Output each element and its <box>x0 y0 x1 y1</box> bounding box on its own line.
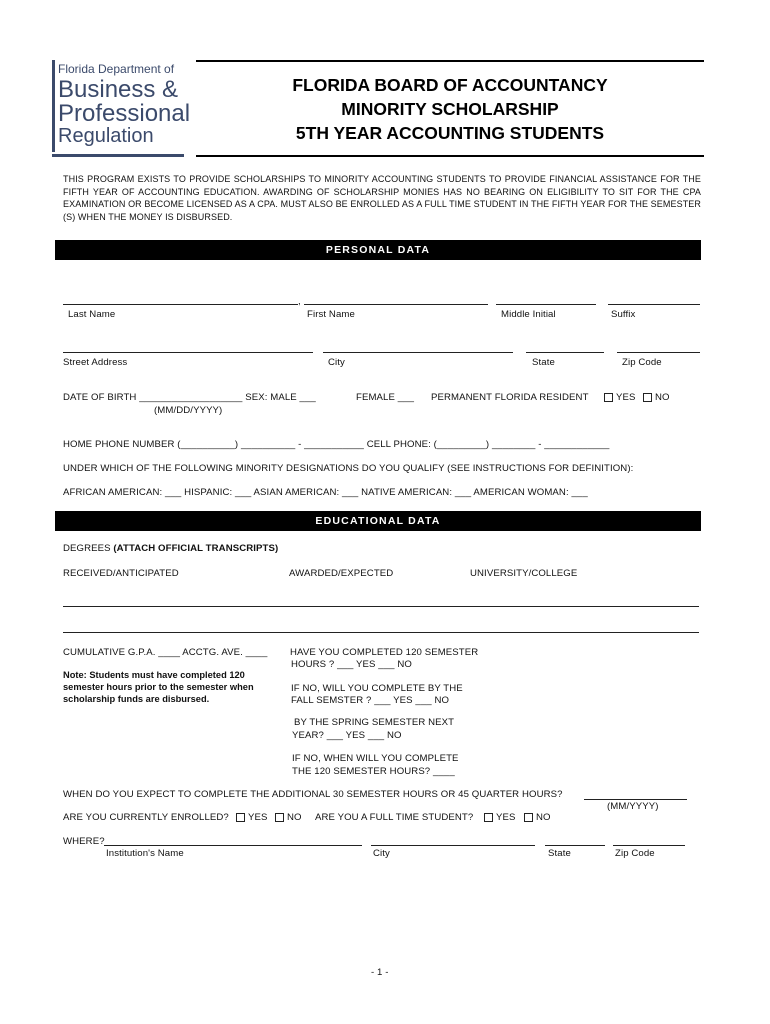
q4-line2: THE 120 SEMESTER HOURS? ____ <box>292 766 455 777</box>
first-name-field[interactable] <box>304 304 488 305</box>
title-line3: 5TH YEAR ACCOUNTING STUDENTS <box>295 123 605 143</box>
gpa-line: CUMULATIVE G.P.A. ____ ACCTG. AVE. ____ <box>63 647 268 658</box>
street-field[interactable] <box>63 352 313 353</box>
zip-field[interactable] <box>617 352 700 353</box>
degree-row-2[interactable] <box>63 632 699 633</box>
enrolled-no-checkbox[interactable] <box>275 813 284 822</box>
inst-zip-field[interactable] <box>613 845 685 846</box>
logo-line4: Regulation <box>58 125 154 147</box>
logo-line3: Professional <box>58 100 191 127</box>
resident-yes-checkbox[interactable] <box>604 393 613 402</box>
city-field[interactable] <box>323 352 513 353</box>
logo-line1: Florida Department of <box>58 62 175 76</box>
first-name-label: First Name <box>307 309 355 320</box>
logo-underline <box>52 154 184 157</box>
inst-zip-label: Zip Code <box>615 848 655 859</box>
inst-city-field[interactable] <box>371 845 535 846</box>
q3-line1: BY THE SPRING SEMESTER NEXT <box>294 717 455 728</box>
minority-options: AFRICAN AMERICAN: ___ HISPANIC: ___ ASIAN AMERICAN: ___ NATIVE AMERICAN: ___ AMERICAN WOMAN: ___ <box>63 487 588 498</box>
educational-data-header: EDUCATIONAL DATA <box>55 511 701 531</box>
fulltime-yes-label: YES <box>496 812 516 823</box>
degrees-text: DEGREES <box>63 543 111 554</box>
degrees-label <box>63 543 278 554</box>
where-label: WHERE? <box>63 836 105 847</box>
q1-line1: HAVE YOU COMPLETED 120 SEMESTER <box>290 647 479 658</box>
enrolled-yes-checkbox[interactable] <box>236 813 245 822</box>
enrolled-yes[interactable] <box>236 812 268 823</box>
institution-field[interactable] <box>104 845 362 846</box>
institution-label: Institution's Name <box>106 848 184 859</box>
inst-state-label: State <box>548 848 571 859</box>
inst-state-field[interactable] <box>545 845 605 846</box>
title-bottom-rule <box>196 155 704 157</box>
intro-paragraph: THIS PROGRAM EXISTS TO PROVIDE SCHOLARSHIPS TO MINORITY ACCOUNTING STUDENTS TO PROVIDE FINANCIAL ASSISTANCE FOR THE FIFTH YEAR OF ACCOUNTING EDUCATION. AWARDING OF SCHOLARSHIP MONIES HAS NO BEARING ON ELIGIBILITY TO SIT FOR THE CPA EXAMINATION OR BECOME LICENSED AS A CPA. MUST ALSO BE ENROLLED AS A FULL TIME STUDENT IN THE FIFTH YEAR FOR THE SEMESTER (S) WHEN THE MONEY IS DISBURSED. <box>63 174 701 222</box>
resident-yes-label: YES <box>616 392 636 403</box>
enrolled-question: ARE YOU CURRENTLY ENROLLED? <box>63 812 229 823</box>
col-awarded: AWARDED/EXPECTED <box>289 568 394 579</box>
fulltime-no-checkbox[interactable] <box>524 813 533 822</box>
middle-initial-label: Middle Initial <box>501 309 556 320</box>
enrolled-no-label: NO <box>287 812 302 823</box>
title-top-rule <box>196 60 704 62</box>
dob-sex-line: DATE OF BIRTH ___________________ SEX: MALE ___ <box>63 392 316 403</box>
last-name-label: Last Name <box>68 309 116 320</box>
additional-hours-question: WHEN DO YOU EXPECT TO COMPLETE THE ADDITIONAL 30 SEMESTER HOURS OR 45 QUARTER HOURS? <box>63 789 563 800</box>
fulltime-yes-checkbox[interactable] <box>484 813 493 822</box>
street-label: Street Address <box>63 357 128 368</box>
middle-initial-field[interactable] <box>496 304 596 305</box>
title-line1: FLORIDA BOARD OF ACCOUNTANCY <box>292 75 608 95</box>
logo-bar <box>52 60 55 152</box>
resident-no-checkbox[interactable] <box>643 393 652 402</box>
phone-line: HOME PHONE NUMBER (__________) __________ - ___________ CELL PHONE: (_________) ________ - ____________ <box>63 439 610 450</box>
q4-line1: IF NO, WHEN WILL YOU COMPLETE <box>292 753 459 764</box>
mmyyyy-format: (MM/YYYY) <box>607 801 659 812</box>
col-received: RECEIVED/ANTICIPATED <box>63 568 179 579</box>
additional-hours-field[interactable] <box>584 799 687 800</box>
q2-line2: FALL SEMSTER ? ___ YES ___ NO <box>291 695 450 706</box>
inst-city-label: City <box>373 848 390 859</box>
fulltime-no[interactable] <box>524 812 551 823</box>
enrolled-no[interactable] <box>275 812 302 823</box>
resident-no[interactable] <box>643 392 670 403</box>
degrees-note: (ATTACH OFFICIAL TRANSCRIPTS) <box>113 543 279 554</box>
q3-line2: YEAR? ___ YES ___ NO <box>292 730 402 741</box>
title-line2: MINORITY SCHOLARSHIP <box>341 99 559 119</box>
state-label: State <box>532 357 555 368</box>
dob-format: (MM/DD/YYYY) <box>154 405 223 416</box>
enrolled-yes-label: YES <box>248 812 268 823</box>
state-field[interactable] <box>526 352 604 353</box>
name-comma: , <box>298 296 301 307</box>
suffix-field[interactable] <box>608 304 700 305</box>
personal-data-header: PERSONAL DATA <box>55 240 701 260</box>
fulltime-yes[interactable] <box>484 812 516 823</box>
fulltime-question: ARE YOU A FULL TIME STUDENT? <box>315 812 474 823</box>
q2-line1: IF NO, WILL YOU COMPLETE BY THE <box>291 683 463 694</box>
female-label: FEMALE ___ <box>356 392 415 403</box>
last-name-field[interactable] <box>63 304 298 305</box>
fulltime-no-label: NO <box>536 812 551 823</box>
suffix-label: Suffix <box>611 309 636 320</box>
minority-question: UNDER WHICH OF THE FOLLOWING MINORITY DESIGNATIONS DO YOU QUALIFY (SEE INSTRUCTIONS FOR DEFINITION): <box>63 463 634 474</box>
q1-line2: HOURS ? ___ YES ___ NO <box>291 659 412 670</box>
resident-no-label: NO <box>655 392 670 403</box>
semester-note: Note: Students must have completed 120 semester hours prior to the semester when scholarship funds are disbursed. <box>63 670 254 704</box>
zip-label: Zip Code <box>622 357 662 368</box>
page-number: - 1 - <box>371 967 389 978</box>
logo-line2: Business & <box>58 76 179 103</box>
city-label: City <box>328 357 345 368</box>
col-university: UNIVERSITY/COLLEGE <box>470 568 578 579</box>
resident-label: PERMANENT FLORIDA RESIDENT <box>431 392 589 403</box>
degree-row-1[interactable] <box>63 606 699 607</box>
resident-yes[interactable] <box>604 392 636 403</box>
